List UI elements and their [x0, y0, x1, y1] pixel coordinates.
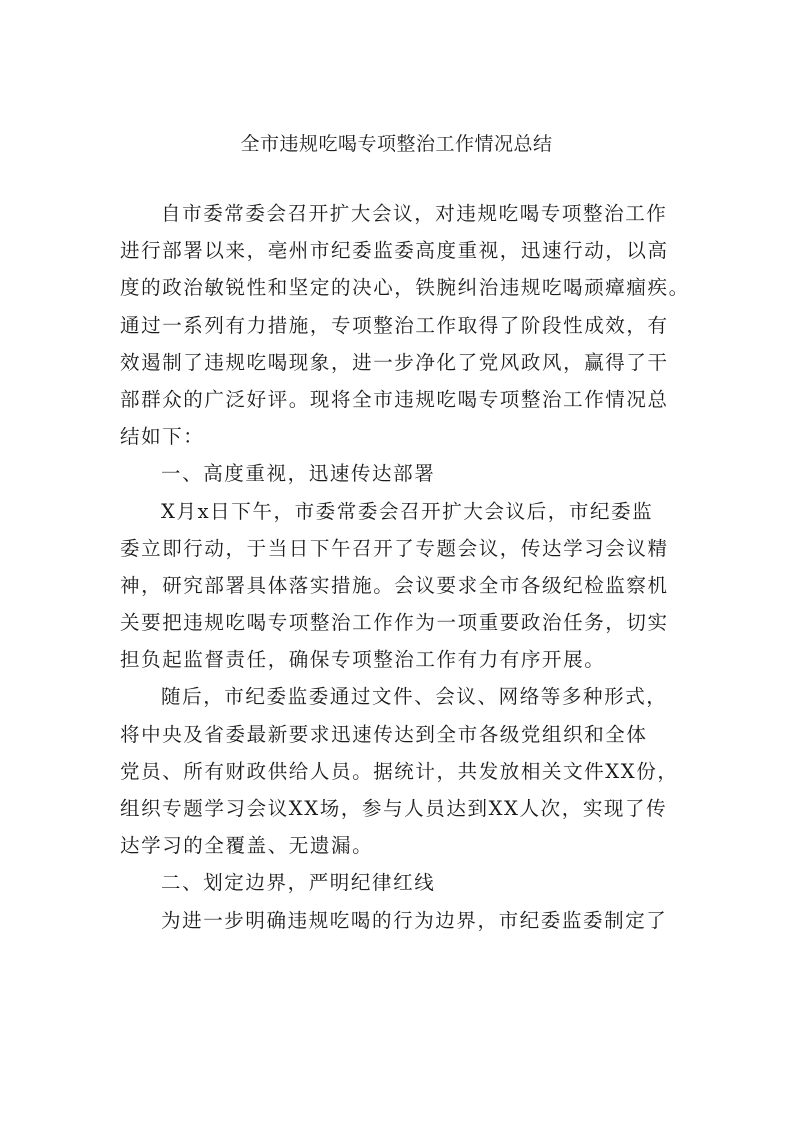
text-line: 一、高度重视，迅速传达部署 [161, 462, 436, 486]
text-line: 神，研究部署具体落实措施。会议要求全市各级纪检监察机 [120, 573, 669, 597]
text-line: 进行部署以来，亳州市纪委监委高度重视，迅速行动，以高 [120, 239, 669, 263]
document-title: 全市违规吃喝专项整治工作情况总结 [240, 133, 553, 155]
text-line: 组织专题学习会议XX场，参与人员达到XX人次，实现了传 [120, 797, 668, 820]
text-line: 将中央及省委最新要求迅速传达到全市各级党组织和全体 [120, 722, 648, 746]
text-line: 度的政治敏锐性和坚定的决心，铁腕纠治违规吃喝顽瘴痼疾。 [120, 276, 690, 300]
text-line: X月x日下午，市委常委会召开扩大会议后，市纪委监 [161, 499, 654, 523]
text-line: 自市委常委会召开扩大会议，对违规吃喝专项整治工作 [161, 202, 668, 225]
text-line: 效遏制了违规吃喝现象，进一步净化了党风政风，赢得了干 [120, 350, 669, 374]
document-body [120, 195, 690, 939]
text-line: 党员、所有财政供给人员。据统计，共发放相关文件XX份， [120, 759, 679, 783]
text-line: 委立即行动，于当日下午召开了专题会议，传达学习会议精 [120, 536, 669, 560]
text-line: 关要把违规吃喝专项整治工作作为一项重要政治任务，切实 [120, 611, 669, 635]
text-line: 结如下： [120, 425, 205, 449]
text-line: 部群众的广泛好评。现将全市违规吃喝专项整治工作情况总 [120, 387, 669, 411]
text-line: 随后，市纪委监委通过文件、会议、网络等多种形式， [161, 685, 668, 709]
text-line: 达学习的全覆盖、无遗漏。 [120, 834, 374, 858]
text-line: 通过一系列有力措施，专项整治工作取得了阶段性成效，有 [120, 313, 669, 337]
text-line: 担负起监督责任，确保专项整治工作有力有序开展。 [120, 648, 606, 672]
text-line: 二、划定边界，严明纪律红线 [161, 871, 436, 895]
text-line: 为进一步明确违规吃喝的行为边界，市纪委监委制定了 [161, 908, 668, 932]
